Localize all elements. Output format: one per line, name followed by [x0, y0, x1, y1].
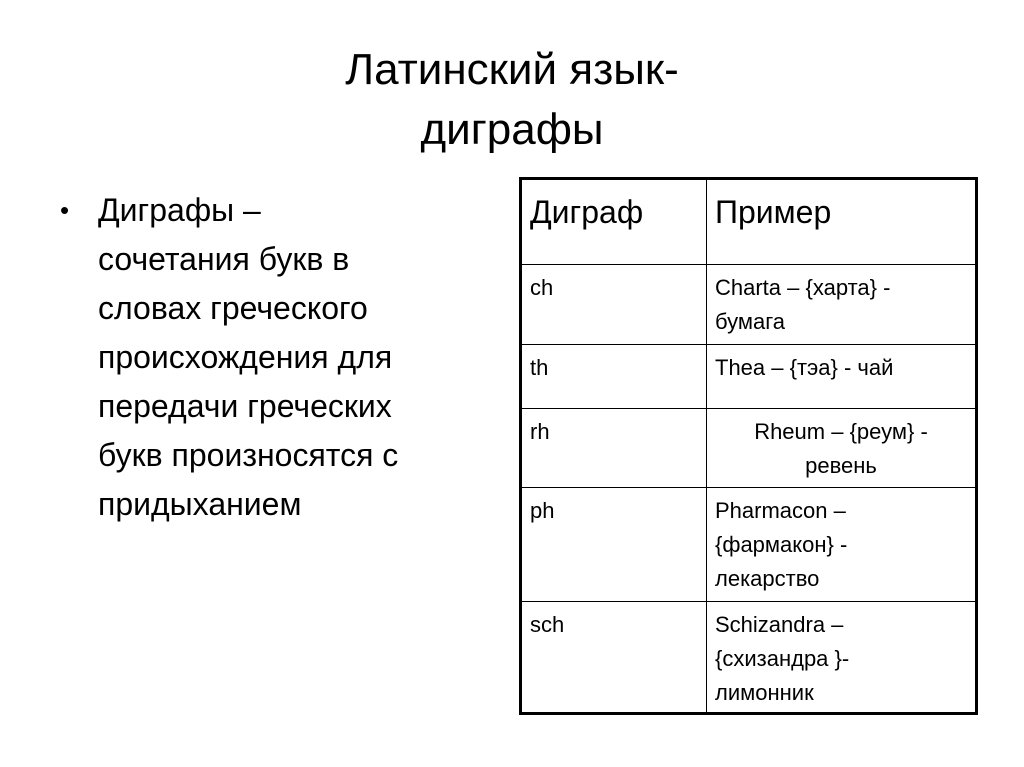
example-cell: Pharmacon – {фармакон} - лекарство: [707, 488, 977, 602]
table-row: [521, 345, 977, 409]
bullet-marker-icon: •: [60, 195, 70, 225]
table-header-row: [521, 179, 977, 265]
slide-title-line-1: Латинский язык-: [345, 45, 679, 94]
header-example: Пример: [707, 179, 977, 265]
slide-title: [0, 40, 1024, 160]
digraph-cell: th: [521, 345, 707, 409]
digraph-cell: sch: [521, 602, 707, 714]
example-cell: Rheum – {реум} - ревень: [707, 409, 977, 488]
bullet-text: Диграфы – сочетания букв в словах греческого происхождения для передачи греческих букв произносятся с придыханием: [98, 192, 399, 522]
digraph-cell: ch: [521, 265, 707, 345]
example-cell: Charta – {харта} - бумага: [707, 265, 977, 345]
digraph-table: [519, 177, 978, 715]
table-row: [521, 602, 977, 714]
digraph-cell: ph: [521, 488, 707, 602]
example-cell: Schizandra – {схизандра }- лимонник: [707, 602, 977, 714]
bullet-list: [60, 186, 500, 529]
table-row: [521, 265, 977, 345]
table-row: [521, 409, 977, 488]
header-digraph: Диграф: [521, 179, 707, 265]
slide-title-line-2: диграфы: [420, 105, 604, 154]
table-row: [521, 488, 977, 602]
example-cell: Thea – {тэа} - чай: [707, 345, 977, 409]
digraph-cell: rh: [521, 409, 707, 488]
